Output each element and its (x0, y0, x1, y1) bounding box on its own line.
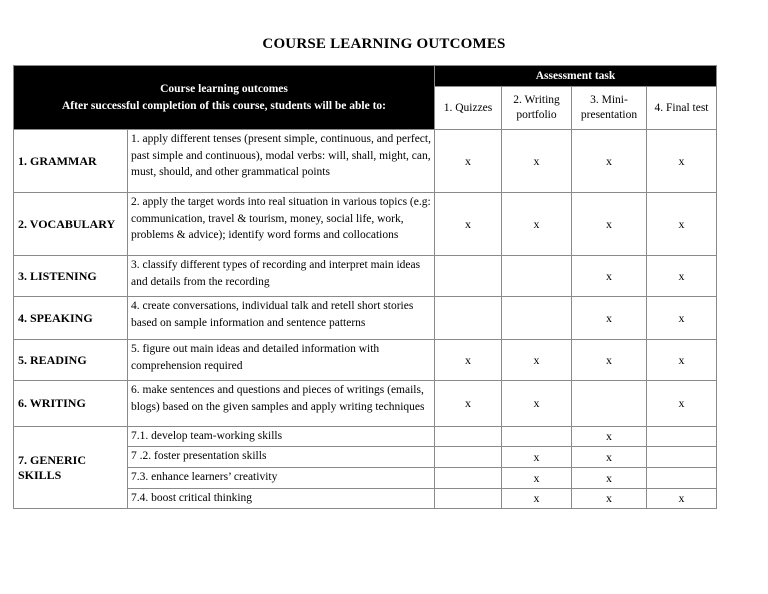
mark-cell: x (647, 130, 717, 193)
skill-label: 6. WRITING (14, 381, 128, 427)
skill-label: 5. READING (14, 340, 128, 381)
mark-cell: x (572, 256, 647, 297)
mark-cell (435, 297, 502, 340)
mark-cell: x (435, 130, 502, 193)
mark-cell (435, 468, 502, 489)
page-title: COURSE LEARNING OUTCOMES (262, 36, 506, 52)
skill-label: 4. SPEAKING (14, 297, 128, 340)
assessment-task-header: Assessment task (435, 66, 717, 87)
mark-cell: x (647, 340, 717, 381)
mark-cell: x (572, 193, 647, 256)
outcomes-header-line1: Course learning outcomes (160, 82, 288, 95)
mark-cell: x (502, 130, 572, 193)
mark-cell: x (647, 381, 717, 427)
mark-cell: x (647, 193, 717, 256)
mark-cell: x (502, 468, 572, 489)
mark-cell: x (502, 447, 572, 468)
outcome-text: 7.1. develop team-working skills (128, 427, 435, 447)
skill-label: 2. VOCABULARY (14, 193, 128, 256)
skill-label: 3. LISTENING (14, 256, 128, 297)
outcome-text: 3. classify different types of recording and interpret main ideas and details from the recording (128, 256, 435, 297)
mark-cell: x (647, 256, 717, 297)
task-header-mini-presentation: 3. Mini-presentation (572, 87, 647, 130)
task-header-writing-portfolio: 2. Writing portfolio (502, 87, 572, 130)
mark-cell: x (502, 340, 572, 381)
table-row (14, 381, 717, 427)
mark-cell: x (572, 489, 647, 509)
task-header-quizzes: 1. Quizzes (435, 87, 502, 130)
mark-cell (647, 447, 717, 468)
mark-cell (435, 256, 502, 297)
skill-label: 7. GENERIC SKILLS (14, 427, 128, 509)
outcome-text: 6. make sentences and questions and pieces of writings (emails, blogs) based on the given samples and apply writing techniques (128, 381, 435, 427)
mark-cell: x (502, 193, 572, 256)
skill-label: 1. GRAMMAR (14, 130, 128, 193)
mark-cell: x (435, 340, 502, 381)
table-row (14, 256, 717, 297)
table-row (14, 340, 717, 381)
mark-cell: x (502, 381, 572, 427)
mark-cell: x (647, 489, 717, 509)
outcome-text: 7.4. boost critical thinking (128, 489, 435, 509)
outcome-text: 2. apply the target words into real situation in various topics (e.g: communication, travel & tourism, money, social life, work, problems & advice); identify word forms and collocations (128, 193, 435, 256)
outcome-text: 1. apply different tenses (present simple, continuous, and perfect, past simple and continuous), modal verbs: will, shall, might, can, must, should, and other grammatical points (128, 130, 435, 193)
outcomes-header (14, 66, 435, 130)
table-row (14, 297, 717, 340)
outcome-text: 5. figure out main ideas and detailed information with comprehension required (128, 340, 435, 381)
mark-cell: x (435, 381, 502, 427)
mark-cell: x (572, 130, 647, 193)
mark-cell: x (572, 447, 647, 468)
mark-cell (435, 447, 502, 468)
mark-cell (502, 256, 572, 297)
outcome-text: 7.3. enhance learners’ creativity (128, 468, 435, 489)
mark-cell: x (572, 297, 647, 340)
outcome-text: 7 .2. foster presentation skills (128, 447, 435, 468)
mark-cell: x (647, 297, 717, 340)
mark-cell: x (572, 468, 647, 489)
mark-cell (502, 427, 572, 447)
table-row (14, 193, 717, 256)
mark-cell: x (572, 427, 647, 447)
mark-cell (647, 427, 717, 447)
mark-cell (502, 297, 572, 340)
mark-cell (435, 489, 502, 509)
mark-cell (572, 381, 647, 427)
task-header-final-test: 4. Final test (647, 87, 717, 130)
outcome-text: 4. create conversations, individual talk and retell short stories based on sample information and sentence patterns (128, 297, 435, 340)
mark-cell: x (435, 193, 502, 256)
mark-cell (647, 468, 717, 489)
table-row (14, 427, 717, 447)
table-row (14, 130, 717, 193)
mark-cell: x (572, 340, 647, 381)
mark-cell (435, 427, 502, 447)
learning-outcomes-table (13, 65, 717, 509)
mark-cell: x (502, 489, 572, 509)
outcomes-header-line2: After successful completion of this course, students will be able to: (62, 99, 386, 112)
